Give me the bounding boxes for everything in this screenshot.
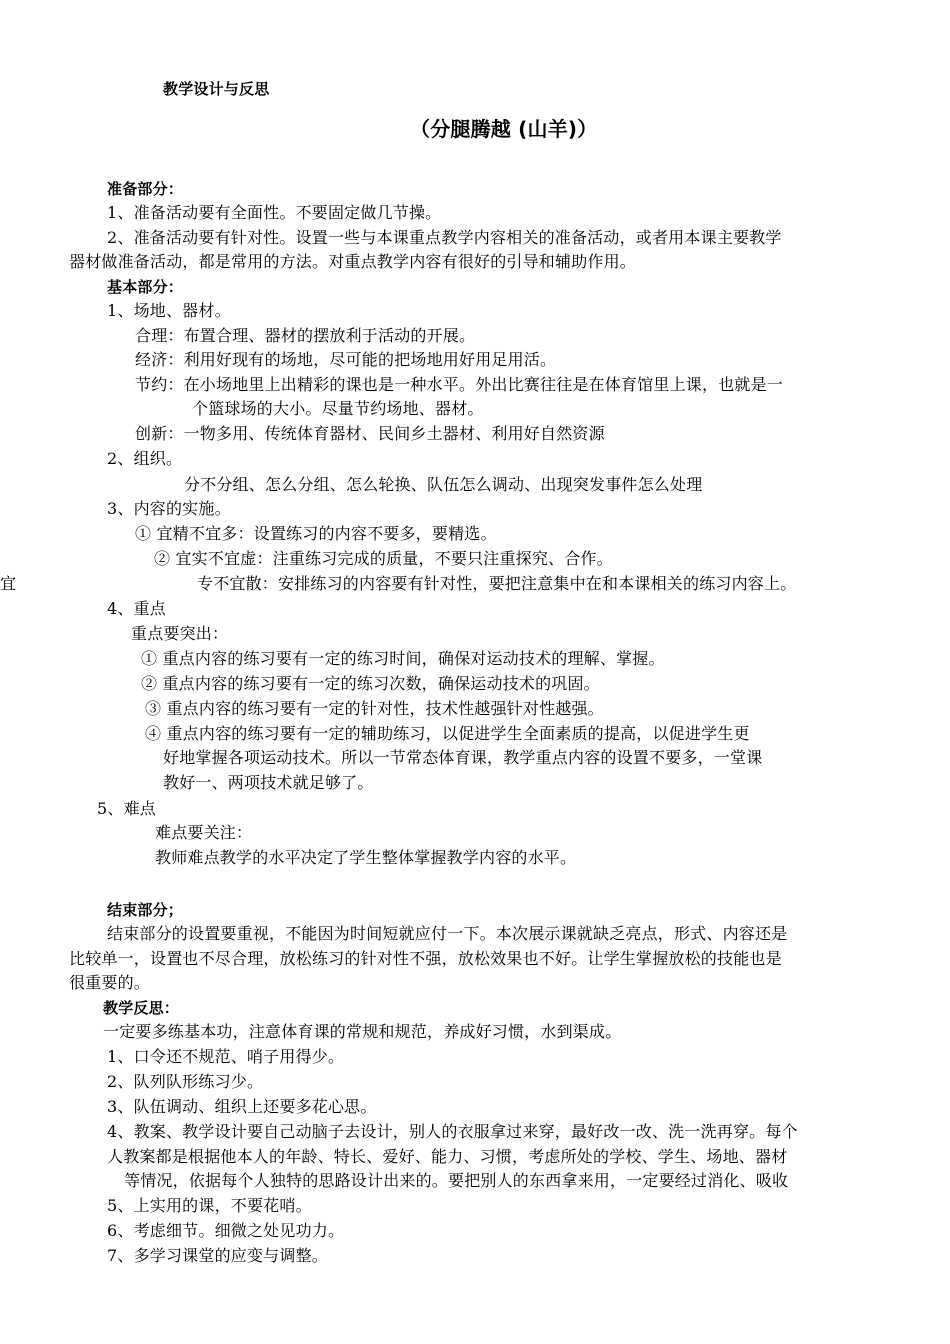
- prep-heading: 准备部分：: [107, 180, 184, 198]
- document-heading: 教学设计与反思: [163, 80, 270, 98]
- lesson-title: （分腿腾越 (山羊)）: [410, 117, 598, 141]
- end-line: 结束部分的设置要重视，不能因为时间短就应付一下。本次展示课就缺乏亮点，形式、内容还是: [107, 924, 788, 943]
- reflection-line: 人教案都是根据他本人的年龄、特长、爱好、能力、习惯，考虑所处的学校、学生、场地、器材: [107, 1147, 788, 1166]
- basic-line: ② 重点内容的练习要有一定的练习次数，确保运动技术的巩固。: [141, 674, 600, 693]
- basic-line: ④ 重点内容的练习要有一定的辅助练习，以促进学生全面素质的提高，以促进学生更: [145, 724, 750, 743]
- basic-line: ② 宜实不宜虚：注重练习完成的质量，不要只注重探究、合作。: [154, 549, 613, 568]
- reflection-line: 7、多学习课堂的应变与调整。: [107, 1246, 328, 1265]
- basic-line: 教好一、两项技术就足够了。: [163, 773, 374, 792]
- basic-line: 5、难点: [97, 799, 156, 818]
- basic-line: ① 宜精不宜多：设置练习的内容不要多，要精选。: [135, 524, 497, 543]
- reflection-line: 6、考虑细节。细微之处见功力。: [107, 1221, 345, 1240]
- basic-heading: 基本部分：: [107, 278, 184, 296]
- reflection-line: 3、队伍调动、组织上还要多花心思。: [107, 1097, 377, 1116]
- basic-line: ① 重点内容的练习要有一定的练习时间，确保对运动技术的理解、掌握。: [141, 649, 665, 668]
- basic-line: 1、场地、器材。: [107, 301, 231, 320]
- reflection-line: 5、上实用的课，不要花哨。: [107, 1196, 312, 1215]
- reflection-line: 一定要多练基本功，注意体育课的常规和规范，养成好习惯，水到渠成。: [103, 1022, 622, 1041]
- reflection-line: 4、教案、教学设计要自己动脑子去设计，别人的衣服拿过来穿，最好改一改、洗一洗再穿。每个: [107, 1122, 798, 1141]
- basic-line: 重点要突出：: [131, 624, 229, 643]
- basic-line: 节约：在小场地里上出精彩的课也是一种水平。外出比赛往往是在体育馆里上课，也就是一: [135, 375, 784, 394]
- reflection-heading: 教学反思：: [103, 999, 180, 1017]
- end-heading: 结束部分；: [107, 901, 184, 919]
- prep-item: 器材做准备活动，都是常用的方法。对重点教学内容有很好的引导和辅助作用。: [69, 252, 637, 271]
- basic-line: 难点要关注：: [155, 823, 253, 842]
- basic-line: 经济：利用好现有的场地，尽可能的把场地用好用足用活。: [135, 350, 557, 369]
- basic-line: 宜: [0, 574, 17, 593]
- basic-line: 个篮球场的大小。尽量节约场地、器材。: [192, 399, 484, 418]
- basic-line: 4、重点: [107, 599, 166, 618]
- basic-line: 3、内容的实施。: [107, 499, 231, 518]
- basic-line: 分不分组、怎么分组、怎么轮换、队伍怎么调动、出现突发事件怎么处理: [184, 475, 703, 494]
- end-line: 比较单一，设置也不尽合理，放松练习的针对性不强，放松效果也不好。让学生掌握放松的技能也是: [69, 949, 782, 968]
- basic-line: 专不宜散：安排练习的内容要有针对性，要把注意集中在和本课相关的练习内容上。: [197, 574, 797, 593]
- basic-line: 好地掌握各项运动技术。所以一节常态体育课，教学重点内容的设置不要多，一堂课: [163, 748, 763, 767]
- reflection-line: 2、队列队形练习少。: [107, 1072, 264, 1091]
- basic-line: 合理：布置合理、器材的摆放利于活动的开展。: [135, 326, 476, 345]
- reflection-line: 等情况，依据每个人独特的思路设计出来的。要把别人的东西拿来用，一定要经过消化、吸收: [124, 1171, 789, 1190]
- end-line: 很重要的。: [69, 973, 151, 992]
- basic-line: ③ 重点内容的练习要有一定的针对性，技术性越强针对性越强。: [145, 699, 604, 718]
- basic-line: 教师难点教学的水平决定了学生整体掌握教学内容的水平。: [155, 848, 577, 867]
- basic-line: 2、组织。: [107, 449, 183, 468]
- prep-item: 1、准备活动要有全面性。不要固定做几节操。: [107, 203, 442, 222]
- prep-item: 2、准备活动要有针对性。设置一些与本课重点教学内容相关的准备活动，或者用本课主要教学: [107, 228, 782, 247]
- reflection-line: 1、口令还不规范、哨子用得少。: [107, 1047, 345, 1066]
- basic-line: 创新：一物多用、传统体育器材、民间乡土器材、利用好自然资源: [135, 424, 605, 443]
